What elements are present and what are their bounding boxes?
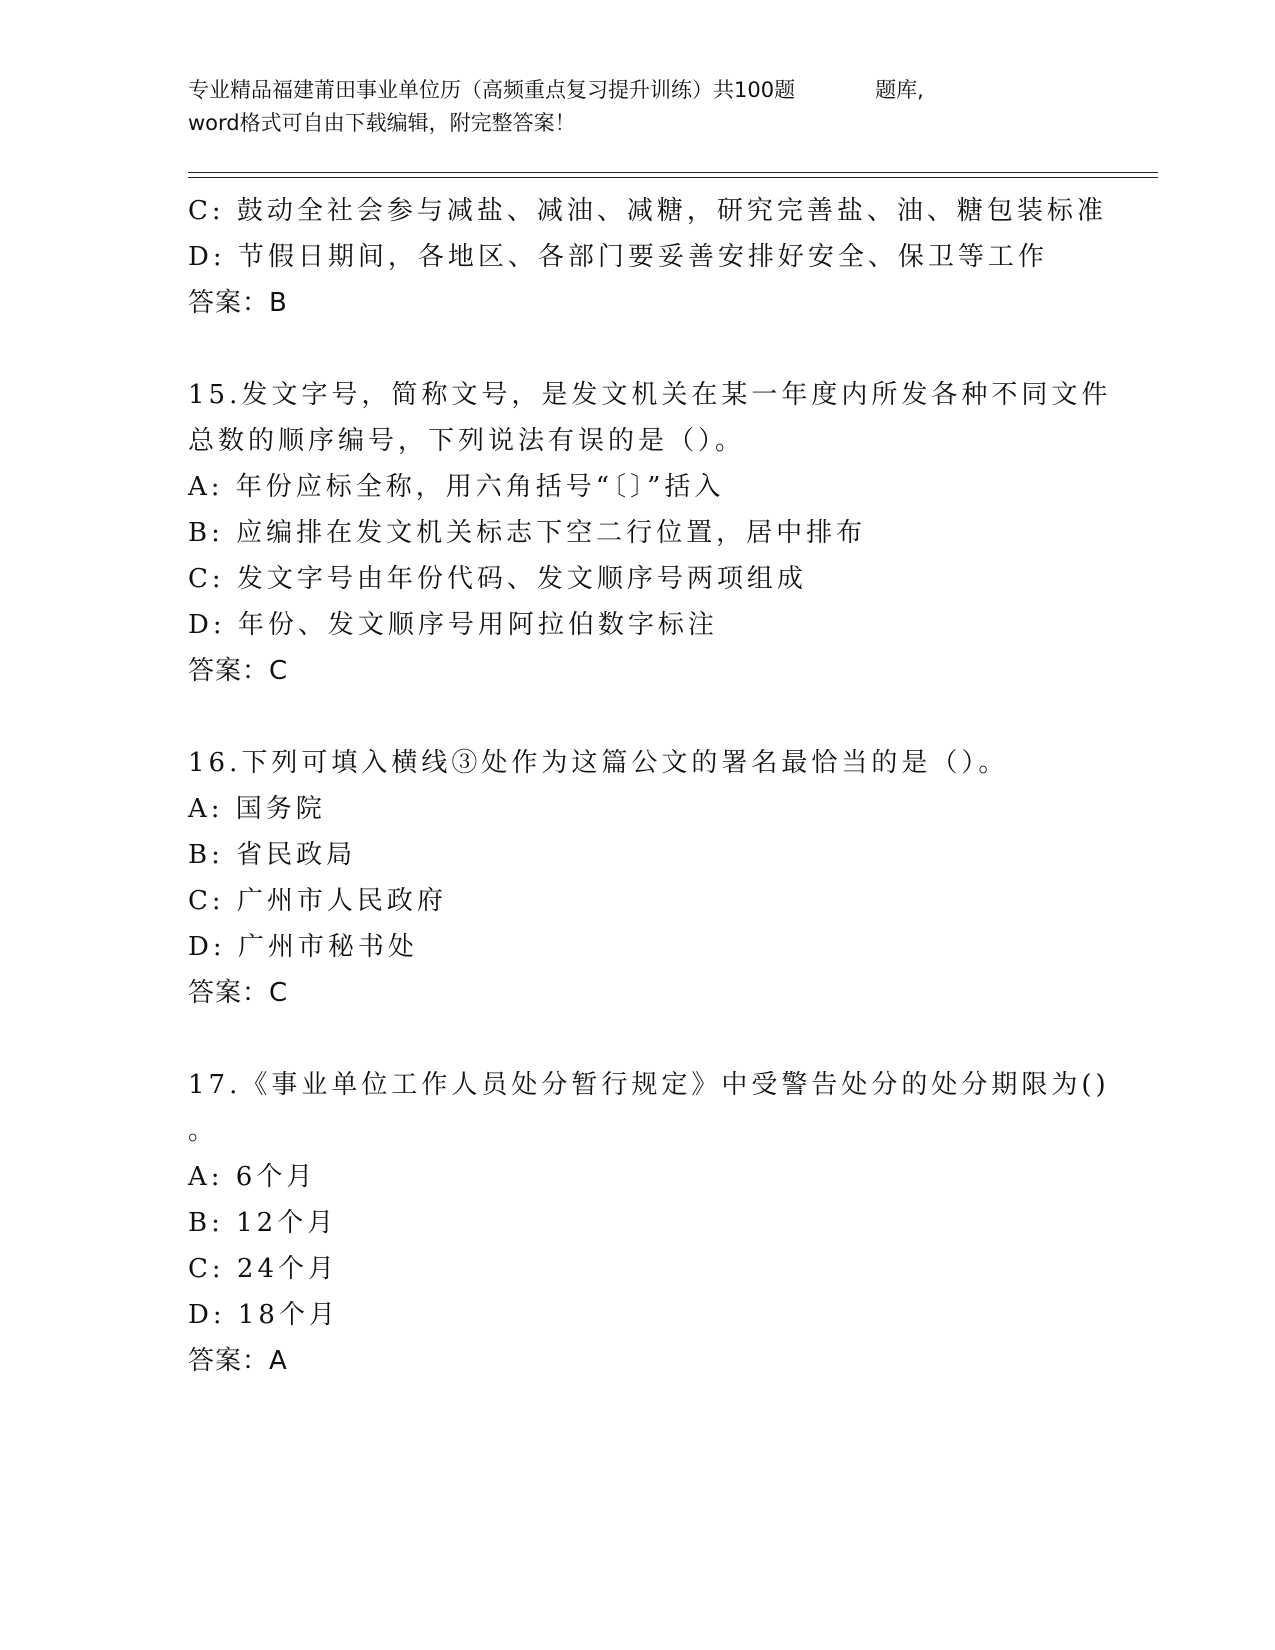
question-stem-cont: 总数的顺序编号，下列说法有误的是（）。: [188, 426, 746, 456]
option-b: B: 12个月: [188, 1208, 338, 1238]
header-rule-top: [188, 172, 1158, 173]
option-c: C: 24个月: [188, 1254, 339, 1284]
option-b: B: 省民政局: [188, 840, 357, 870]
question-stem: 15.发文字号，简称文号，是发文机关在某一年度内所发各种不同文件: [188, 380, 1112, 410]
answer: 答案：A: [188, 1346, 288, 1376]
option-a: A: 6个月: [188, 1162, 317, 1192]
question-stem-cont: 。: [188, 1116, 219, 1146]
option-c: C: 鼓动全社会参与减盐、减油、减糖，研究完善盐、油、糖包装标准: [188, 196, 1107, 226]
question-17: [188, 1062, 1110, 1384]
header-rule-bottom: [188, 177, 1158, 178]
question-stem: 16.下列可填入横线③处作为这篇公文的署名最恰当的是（）。: [188, 748, 1009, 778]
question-14-tail: [188, 188, 1107, 326]
option-b: B: 应编排在发文机关标志下空二行位置，居中排布: [188, 518, 867, 548]
option-d: D: 年份、发文顺序号用阿拉伯数字标注: [188, 610, 718, 640]
header-title-line: [188, 74, 1048, 107]
header-title-suffix: 题库,: [875, 78, 924, 102]
answer: 答案：B: [188, 288, 288, 318]
question-16: [188, 740, 1088, 1016]
answer: 答案：C: [188, 978, 289, 1008]
option-a: A: 年份应标全称，用六角括号“〔〕”括入: [188, 472, 725, 502]
question-15: [188, 372, 1112, 694]
option-d: D: 18个月: [188, 1300, 339, 1330]
answer: 答案：C: [188, 656, 289, 686]
question-stem: 17.《事业单位工作人员处分暂行规定》中受警告处分的处分期限为(): [188, 1070, 1110, 1100]
document-header: [188, 74, 1048, 140]
header-subtitle: word格式可自由下载编辑，附完整答案！: [188, 111, 576, 135]
option-c: C: 发文字号由年份代码、发文顺序号两项组成: [188, 564, 807, 594]
option-d: D: 广州市秘书处: [188, 932, 418, 962]
question-content: [188, 188, 1112, 1384]
option-a: A: 国务院: [188, 794, 326, 824]
option-d: D: 节假日期间，各地区、各部门要妥善安排好安全、保卫等工作: [188, 242, 1048, 272]
option-c: C: 广州市人民政府: [188, 886, 447, 916]
header-title: 专业精品福建莆田事业单位历（高频重点复习提升训练）共100题: [188, 78, 796, 102]
